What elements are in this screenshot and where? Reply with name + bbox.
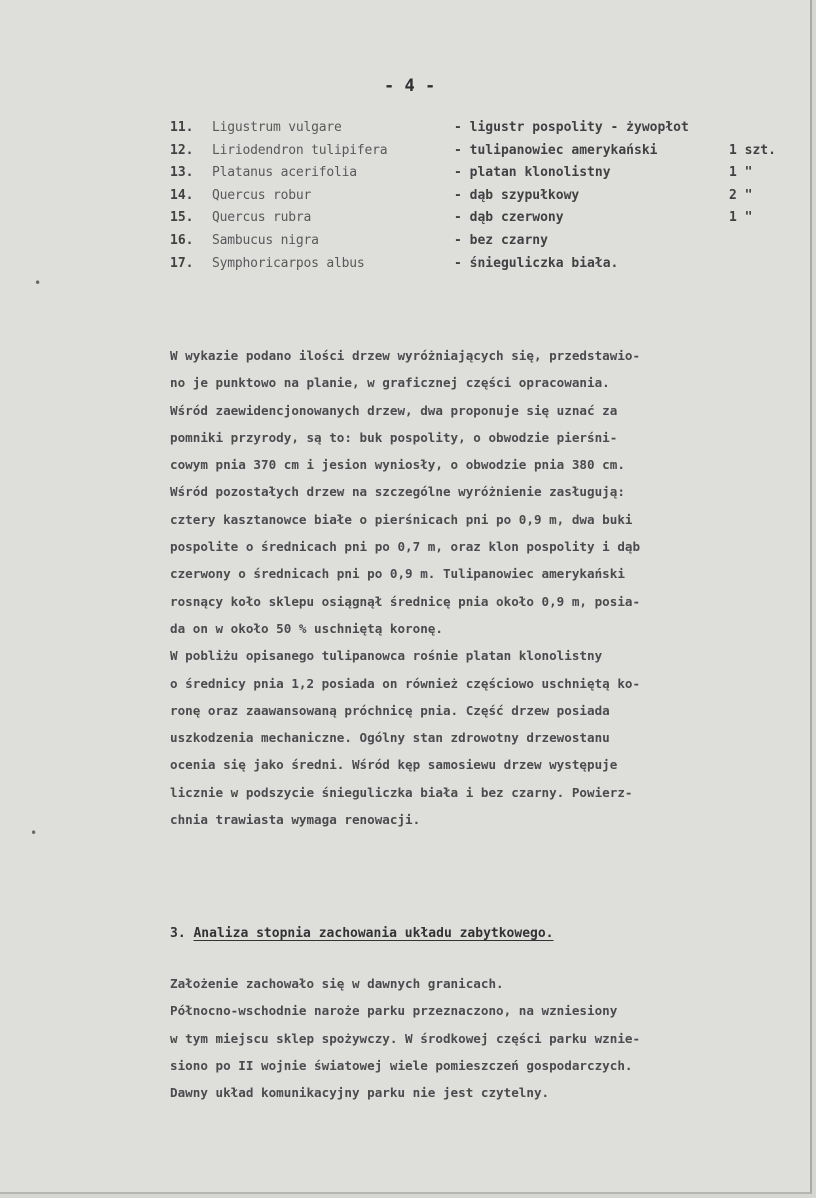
text-line: ronę oraz zaawansowaną próchnicę pnia. Część drzew posiada <box>170 702 610 718</box>
text-line: da on w około 50 % uschniętą koronę. <box>170 620 443 636</box>
species-number: 17. <box>170 255 194 271</box>
text-line: uszkodzenia mechaniczne. Ogólny stan zdrowotny drzewostanu <box>170 730 610 746</box>
text-line: pospolite o średnicach pni po 0,7 m, oraz klon pospolity i dąb <box>170 539 641 555</box>
section-heading <box>170 926 554 941</box>
text-line: czerwony o średnicach pni po 0,9 m. Tulipanowiec amerykański <box>170 566 625 582</box>
text-line: o średnicy pnia 1,2 posiada on również częściowo uschniętą ko- <box>170 675 641 691</box>
text-line: w tym miejscu sklep spożywczy. W środkowej części parku wznie- <box>170 1030 641 1046</box>
text-line: Założenie zachowało się w dawnych granicach. <box>170 976 504 991</box>
text-line: W pobliżu opisanego tulipanowca rośnie platan klonolistny <box>170 648 603 664</box>
margin-dot: • <box>30 826 38 840</box>
paragraph-layout-preservation <box>170 970 790 1106</box>
species-latin-name: Platanus acerifolia <box>212 165 357 181</box>
species-latin-name: Sambucus nigra <box>212 232 319 248</box>
text-line: no je punktowo na planie, w graficznej części opracowania. <box>170 375 610 391</box>
species-latin-name: Quercus robur <box>212 187 312 203</box>
species-number: 11. <box>170 120 194 135</box>
text-line: pomniki przyrody, są to: buk pospolity, o obwodzie pierśni- <box>170 429 618 445</box>
species-polish-name: - śnieguliczka biała. <box>454 255 619 271</box>
text-line: siono po II wojnie światowej wiele pomieszczeń gospodarczych. <box>170 1057 633 1073</box>
text-line: Wśród pozostałych drzew na szczególne wyróżnienie zasługują: <box>170 484 625 500</box>
text-line: cztery kasztanowce białe o pierśnicach pni po 0,9 m, dwa buki <box>170 511 633 527</box>
text-line: Północno-wschodnie naroże parku przeznaczono, na wzniesiony <box>170 1003 618 1019</box>
species-number: 13. <box>170 165 194 181</box>
paragraph-tree-assessment <box>170 342 790 833</box>
species-number: 12. <box>170 142 194 158</box>
species-polish-name: - ligustr pospolity - żywopłot <box>454 120 689 135</box>
text-line: chnia trawiasta wymaga renowacji. <box>170 812 421 828</box>
species-polish-name: - platan klonolistny <box>454 165 611 181</box>
species-latin-name: Quercus rubra <box>212 210 312 226</box>
species-quantity: 1 " <box>729 210 753 226</box>
species-quantity: 2 " <box>729 187 753 203</box>
species-polish-name: - dąb szypułkowy <box>454 187 580 203</box>
species-quantity: 1 " <box>729 165 753 181</box>
section-number: 3. <box>170 926 186 941</box>
species-number: 14. <box>170 187 194 203</box>
section-title: Analiza stopnia zachowania układu zabytkowego. <box>193 926 554 941</box>
species-polish-name: - bez czarny <box>454 232 548 248</box>
species-number: 16. <box>170 232 194 248</box>
text-line: ocenia się jako średni. Wśród kęp samosiewu drzew występuje <box>170 757 618 773</box>
page-number: - 4 - <box>384 76 436 96</box>
species-latin-name: Ligustrum vulgare <box>212 120 342 135</box>
species-latin-name: Liriodendron tulipifera <box>212 142 388 158</box>
text-line: licznie w podszycie śnieguliczka biała i bez czarny. Powierz- <box>170 784 633 800</box>
species-polish-name: - dąb czerwony <box>454 210 564 226</box>
text-line: rosnący koło sklepu osiągnął średnicę pnia około 0,9 m, posia- <box>170 593 641 609</box>
species-quantity: 1 szt. <box>729 142 776 158</box>
species-polish-name: - tulipanowiec amerykański <box>454 142 658 158</box>
text-line: W wykazie podano ilości drzew wyróżniających się, przedstawio- <box>170 348 641 363</box>
text-line: Dawny układ komunikacyjny parku nie jest czytelny. <box>170 1085 550 1101</box>
species-latin-name: Symphoricarpos albus <box>212 255 365 271</box>
text-line: cowym pnia 370 cm i jesion wyniosły, o obwodzie pnia 380 cm. <box>170 457 625 473</box>
margin-dot: • <box>34 276 42 290</box>
text-line: Wśród zaewidencjonowanych drzew, dwa proponuje się uznać za <box>170 402 618 418</box>
species-number: 15. <box>170 210 194 226</box>
